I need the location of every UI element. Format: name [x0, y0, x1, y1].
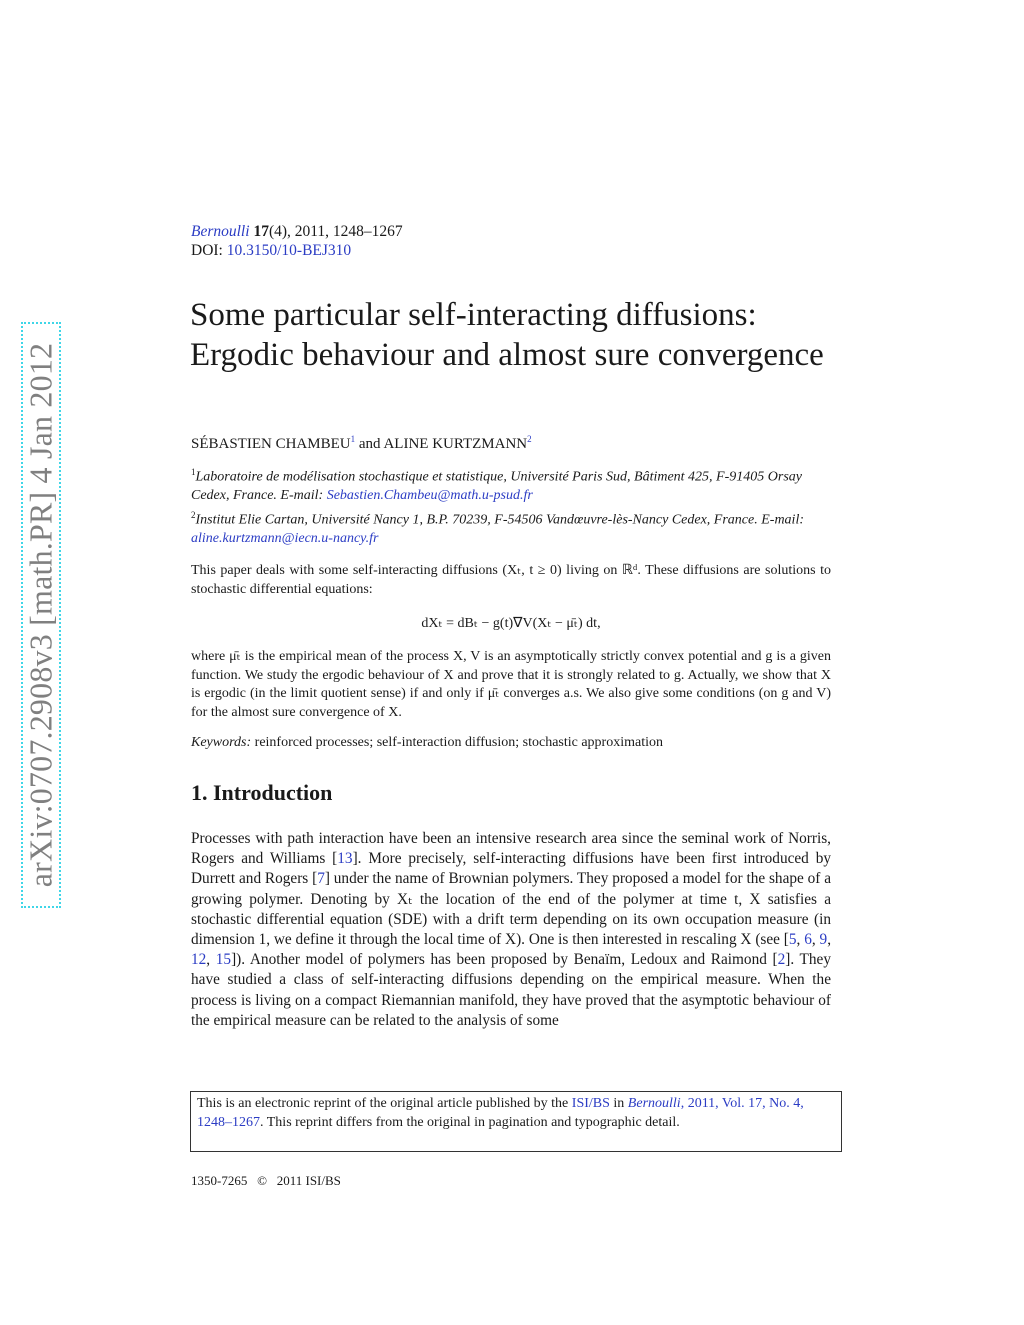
affiliation-1-text: Laboratoire de modélisation stochastique et statistique, Université Paris Sud, Bâtiment 425, F-91405 Orsay Cedex, France. E-mail: [191, 469, 802, 504]
abstract-paragraph-2: where μ̄ₜ is the empirical mean of the process X, V is an asymptotically strictly convex potential and g is a given function. We study the ergodic behaviour of X and prove that it is strongly related to g. Actually, we show that X is ergodic (in the limit quotient sense) if and only if μ̄ₜ converges a.s. We also give some conditions (on g and V) for the almost sure convergence of X. [191, 649, 831, 720]
affiliation-1 [191, 463, 831, 506]
doi-label: DOI: [191, 242, 223, 259]
author-1: SÉBASTIEN CHAMBEU [191, 436, 351, 452]
intro-text-5: ]. They have studied a class of self-interacting diffusions depending on the empirical measure. When the process is living on a compact Riemannian manifold, they have proved that the asymptotic behaviour of the empirical measure can be related to the analysis of some [191, 951, 831, 1029]
journal-volume: 17 [253, 223, 269, 240]
citation-separator: , [796, 931, 805, 949]
affiliation-2-mark: 2 [191, 510, 196, 521]
intro-text-1: Processes with path interaction have been an intensive research area since the seminal work of Norris, Rogers and Williams [ [191, 830, 831, 868]
author-conjunction: and [358, 436, 381, 452]
citation-link-15[interactable]: 15 [215, 951, 232, 969]
affiliations [191, 463, 831, 549]
doi-link[interactable]: 10.3150/10-BEJ310 [226, 242, 352, 259]
email-link-1[interactable]: Sebastien.Chambeu@math.u-psud.fr [326, 488, 533, 504]
keywords-text: reinforced processes; self-interaction diffusion; stochastic approximation [254, 735, 663, 750]
citation-link-13[interactable]: 13 [337, 850, 353, 868]
arxiv-identifier: arXiv:0707.2908v3 [math.PR] 4 Jan 2012 [22, 342, 59, 888]
intro-text-3: ] under the name of Brownian polymers. They proposed a model for the shape of a growing polymer. Denoting by Xₜ the location of the end of the polymer at time t, X satisfies a stochastic differential equation (SDE) with a drift term depending on its own occupation measure (in dimension 1, we define it through the local time of X). One is then interested in rescaling X (see [ [191, 870, 831, 949]
issn: 1350-7265 [191, 1173, 248, 1188]
doi-line [191, 241, 403, 260]
arxiv-stamp [21, 322, 61, 908]
copyright-icon: © [257, 1173, 267, 1188]
keywords [191, 735, 663, 751]
citation-separator: , [811, 931, 820, 949]
reprint-in: in [613, 1096, 625, 1111]
affiliation-1-mark: 1 [191, 467, 196, 477]
author-2-affil-mark[interactable]: 2 [527, 434, 532, 444]
section-heading: 1. Introduction [191, 780, 333, 805]
reprint-notice-box: This is an electronic reprint of the original article published by the ISI/BS in Bernoulli, 2011, Vol. 17, No. 4, 1248–1267. This reprint differs from the original in pagination and typographic detail. [190, 1091, 842, 1152]
citation-separator: , [206, 951, 216, 969]
abstract-equation: dXₜ = dBₜ − g(t)∇V(Xₜ − μ̄ₜ) dt, [421, 616, 601, 631]
abstract-paragraph-1: This paper deals with some self-interacting diffusions (Xₜ, t ≥ 0) living on ℝᵈ. These diffusions are solutions to stochastic differential equations: [191, 563, 831, 597]
citation-link-7[interactable]: 7 [317, 870, 325, 888]
paper-title: Some particular self-interacting diffusions: Ergodic behaviour and almost sure convergence [190, 297, 824, 373]
intro-text-4: ]). Another model of polymers has been proposed by Benaïm, Ledoux and Raimond [ [231, 951, 778, 969]
citation-link-6[interactable]: 6 [804, 931, 812, 949]
citation-link-5[interactable]: 5 [788, 931, 797, 949]
keywords-label: Keywords: [191, 735, 252, 750]
copyright-holder: 2011 ISI/BS [276, 1173, 341, 1188]
bernoulli-link[interactable]: Bernoulli [627, 1096, 681, 1111]
reprint-text-1: This is an electronic reprint of the original article published by the [197, 1096, 569, 1111]
intro-text-2: ]. More precisely, self-interacting diffusions have been first introduced by Durrett and Rogers [ [191, 850, 831, 888]
email-link-2[interactable]: aline.kurtzmann@iecn.u-nancy.fr [191, 531, 379, 547]
author-1-affil-mark[interactable]: 1 [350, 434, 356, 444]
citation-separator: , [827, 931, 832, 949]
journal-citation [191, 222, 403, 241]
footer [191, 1173, 341, 1189]
volume-link[interactable]: 2011, Vol. 17, No. 4, 1248–1267 [197, 1096, 804, 1130]
reprint-text-2: . This reprint differs from the original in pagination and typographic detail. [260, 1114, 680, 1130]
author-line [191, 434, 532, 453]
journal-header [191, 222, 403, 260]
citation-link-9[interactable]: 9 [819, 931, 828, 949]
journal-issue-pages: (4), 2011, 1248–1267 [268, 223, 403, 240]
citation-link-2[interactable]: 2 [777, 951, 786, 969]
affiliation-2 [191, 506, 831, 549]
author-2: ALINE KURTZMANN [383, 436, 528, 452]
introduction-paragraph [191, 829, 831, 1031]
citation-link-12[interactable]: 12 [191, 951, 207, 969]
journal-name-link[interactable]: Bernoulli [191, 223, 250, 240]
affiliation-2-text: Institut Elie Cartan, Université Nancy 1, B.P. 70239, F-54506 Vandœuvre-lès-Nancy Cedex, France. E-mail: [195, 512, 804, 528]
isi-bs-link[interactable]: ISI/BS [571, 1096, 610, 1111]
